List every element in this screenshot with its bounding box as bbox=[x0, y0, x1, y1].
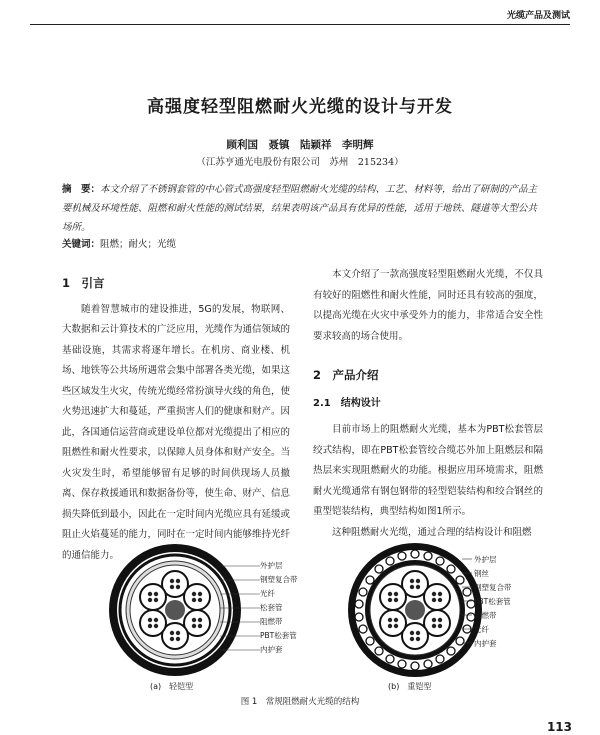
fig-a-label: 钢塑复合带 bbox=[260, 575, 298, 584]
right-column bbox=[313, 265, 543, 543]
fig-b-label: 内护套 bbox=[474, 639, 497, 648]
section-1-paragraph: 随着智慧城市的建设推进，5G的发展，物联网、大数据和云计算技术的广泛应用，光缆作为通信领域的基础设施，其需求将逐年增长。在机房、商业楼、机场、地铁等公共场所遇常会集中部署各类光缆，如果这些区域发生火灾，传统光缆经常扮演导火线的角色，使火势迅速扩大和蔓延，严重损害人们的健康和财产。因此，各国通信运营商或建设单位都对光缆提出了相应的阻燃性和耐火性要求，以保障人员身体和财产安全。当火灾发生时，希望能够留有足够的时间供现场人员撤离、保存救援通讯和数据备份等，使生命、财产、信息损失降低到最小，因此在一定时间内光缆应具有延缓或阻止火焰蔓延的能力，同时在一定时间内能够维持光纤的通信能力。 bbox=[62, 303, 291, 561]
fig-a-label: 阻燃带 bbox=[260, 617, 283, 626]
fig-b-label: PBT松套管 bbox=[474, 597, 511, 606]
keywords-label: 关键词： bbox=[62, 239, 101, 250]
authors: 顾利国 聂镇 陆颖祥 李明辉 bbox=[226, 139, 374, 151]
section-2-heading: 2 产品介绍 bbox=[313, 368, 379, 382]
header-rule bbox=[30, 24, 570, 25]
fig-a-label: 松套管 bbox=[260, 603, 283, 612]
leader-lines-light bbox=[220, 560, 260, 660]
section-2-1-heading: 2.1 结构设计 bbox=[313, 397, 381, 409]
fig-a-label: 外护层 bbox=[260, 561, 283, 570]
fig-a-caption: (a) 轻铠型 bbox=[150, 682, 194, 691]
abstract-text: 本文介绍了不锈钢套管的中心管式高强度轻型阻燃耐火光缆的结构、工艺、材料等，给出了研制的产品主要机械及环境性能、阻燃和耐火性能的测试结果，结果表明该产品具有优异的性能，适用于地铁、隧道等大型公共场所。 bbox=[62, 184, 538, 233]
fig-b-label: 钢塑复合带 bbox=[474, 583, 512, 592]
left-column bbox=[62, 273, 290, 566]
fig-a-label: 光纤 bbox=[260, 589, 275, 598]
intro-paragraph: 本文介绍了一款高强度轻型阻燃耐火光缆，不仅具有较好的阻燃性和耐火性能，同时还具有较高的强度，以提高光缆在火灾中承受外力的能力，非常适合安全性要求较高的场合使用。 bbox=[313, 269, 543, 342]
fig-b-label: 光纤 bbox=[474, 625, 489, 634]
figure-title: 图 1 常规阻燃耐火光缆的结构 bbox=[240, 697, 360, 707]
fig-a-label: 内护套 bbox=[260, 645, 283, 654]
article-title: 高强度轻型阻燃耐火光缆的设计与开发 bbox=[147, 97, 453, 117]
journal-section-label: 光缆产品及测试 bbox=[506, 11, 570, 21]
abstract bbox=[62, 180, 540, 237]
keywords-text: 阻燃；耐火；光缆 bbox=[100, 239, 177, 250]
leader-lines-heavy bbox=[462, 555, 472, 655]
section-1-heading: 1 引言 bbox=[62, 276, 105, 290]
section-2-paragraph-2: 这种阻燃耐火光缆，通过合理的结构设计和阻燃 bbox=[332, 526, 532, 538]
affiliation: （江苏亨通光电股份有限公司 苏州 215234） bbox=[196, 157, 404, 168]
fig-b-label: 钢丝 bbox=[474, 569, 489, 578]
keywords bbox=[62, 236, 176, 250]
section-2-paragraph-1: 目前市场上的阻燃耐火光缆，基本为PBT松套管层绞式结构，即在PBT松套管绞合缆芯外加上阻燃层和隔热层来实现阻燃耐火的功能。根据应用环境需求，阻燃耐火光缆通常有钢包钢带的轻型铠装结构和绞合钢丝的重型铠装结构，典型结构如图1所示。 bbox=[313, 424, 543, 517]
fig-b-label: 外护层 bbox=[474, 555, 497, 564]
fig-b-label: 阻燃带 bbox=[474, 611, 497, 620]
abstract-label: 摘 要： bbox=[62, 184, 101, 195]
fig-a-label: PBT松套管 bbox=[260, 631, 297, 640]
page-number: 113 bbox=[546, 720, 572, 734]
fig-b-caption: (b) 重铠型 bbox=[388, 682, 432, 691]
